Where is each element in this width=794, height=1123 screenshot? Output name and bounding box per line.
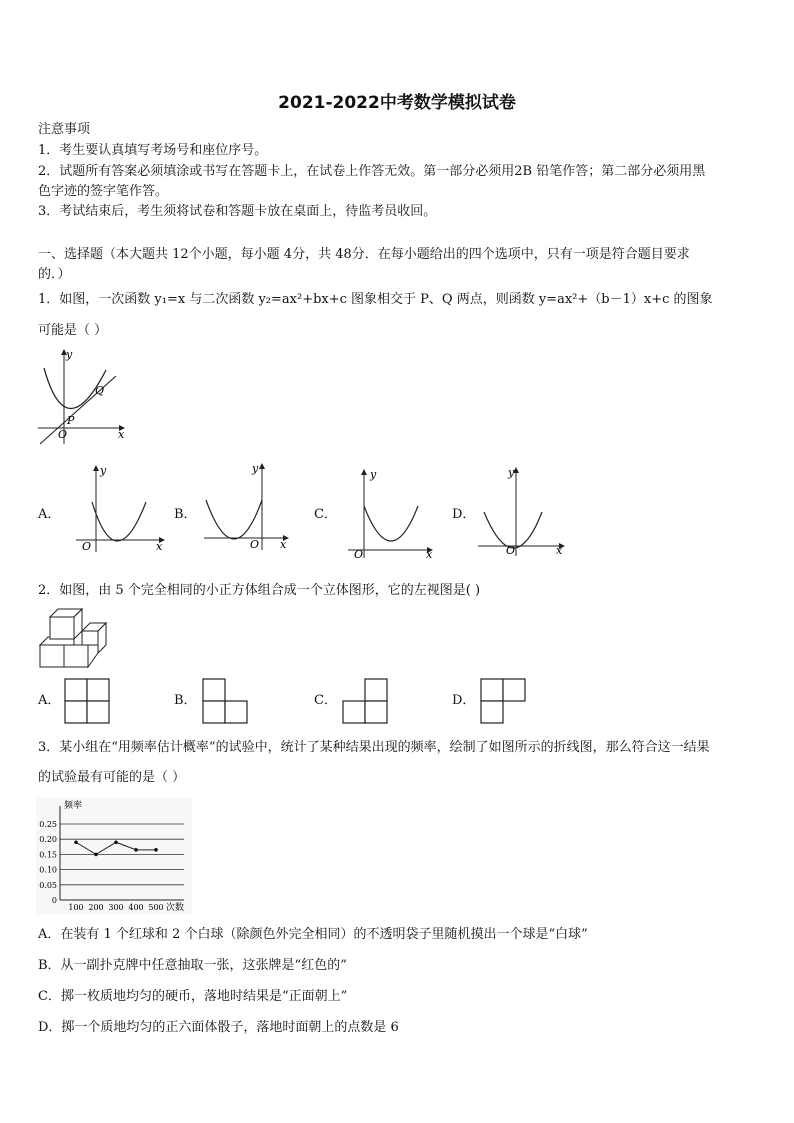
x-tick-label: 500 <box>148 903 164 912</box>
origin-label: O <box>354 548 364 561</box>
origin-label: O <box>82 540 92 553</box>
data-point <box>154 848 158 852</box>
x-tick-label: 300 <box>108 903 124 912</box>
q2-option-c-label[interactable]: C． <box>314 693 337 708</box>
x-axis-label: x <box>426 548 433 561</box>
q1-option-c-label[interactable]: C． <box>314 507 337 522</box>
y-tick-label: 0.05 <box>39 880 57 890</box>
q2-option-c-view[interactable] <box>342 678 390 724</box>
x-axis-label: x <box>280 538 287 551</box>
y-axis-label: y <box>508 466 515 479</box>
q3-option-a[interactable]: A．在装有 1 个红球和 2 个白球（除颜色外完全相同）的不透明袋子里随机摸出一个球是“白球” <box>38 927 588 942</box>
point-p-label: P <box>67 414 75 427</box>
q3-option-b[interactable]: B．从一副扑克牌中任意抽取一张，这张牌是“红色的” <box>38 958 347 973</box>
origin-label: O <box>250 538 260 551</box>
y-axis-label: y <box>252 462 259 475</box>
q2-option-d-view[interactable] <box>480 678 528 724</box>
y-tick-label: 0.10 <box>39 865 57 875</box>
data-point <box>74 840 78 844</box>
origin-label: O <box>58 428 68 441</box>
y-tick-label: 0.15 <box>39 850 57 860</box>
q2-text: 2．如图，由 5 个完全相同的小正方体组合成一个立体图形，它的左视图是( ) <box>38 583 481 598</box>
note-item: 1．考生要认真填写考场号和座位序号。 <box>38 143 268 158</box>
y-tick-label: 0 <box>51 896 57 905</box>
chart-ylabel: 频率 <box>64 801 83 811</box>
q1-text: 1．如图，一次函数 y₁=x 与二次函数 y₂=ax²+bx+c 图象相交于 P、Q 两点，则函数 y=ax²+（b－1）x+c 的图象 <box>38 292 713 307</box>
note-item: 3．考试结束后，考生须将试卷和答题卡放在桌面上，待监考员收回。 <box>38 204 437 219</box>
point-q-label: Q <box>95 384 105 397</box>
y-axis-label: y <box>370 468 377 481</box>
q2-option-d-label[interactable]: D． <box>452 693 476 708</box>
y-tick-label: 0.20 <box>39 835 57 845</box>
q1-option-c-graph[interactable] <box>346 466 441 560</box>
frequency-line-chart <box>36 798 192 914</box>
x-axis-label: x <box>118 428 125 441</box>
origin-label: O <box>506 544 516 557</box>
note-item: 色字迹的签字笔作答。 <box>38 184 169 199</box>
data-point <box>94 853 98 857</box>
y-tick-label: 0.25 <box>39 820 57 829</box>
notes-heading: 注意事项 <box>38 122 91 137</box>
x-tick-label: 200 <box>88 903 104 912</box>
x-axis-label: x <box>156 540 163 553</box>
data-point <box>114 840 118 844</box>
q2-cubes-figure <box>38 607 110 669</box>
data-point <box>134 848 138 852</box>
q3-option-d[interactable]: D．掷一个质地均匀的正六面体骰子，落地时面朝上的点数是 6 <box>38 1020 399 1035</box>
q1-option-b-label[interactable]: B． <box>174 507 197 522</box>
q1-option-b-graph[interactable] <box>202 460 297 552</box>
q1-option-d-graph[interactable] <box>476 464 571 558</box>
q2-option-b-view[interactable] <box>202 678 250 724</box>
q3-text: 3．某小组在“用频率估计概率”的试验中，统计了某种结果出现的频率，绘制了如图所示的折线图，那么符合这一结果 <box>38 740 710 755</box>
q1-text-cont: 可能是（ ） <box>38 323 108 338</box>
q2-option-a-view[interactable] <box>64 678 112 724</box>
q1-option-a-label[interactable]: A． <box>38 507 61 522</box>
note-item: 2．试题所有答案必须填涂或书写在答题卡上，在试卷上作答无效。第一部分必须用2B 铅笔作答；第二部分必须用黑 <box>38 164 706 179</box>
page-title: 2021-2022中考数学模拟试卷 <box>278 93 516 113</box>
q2-option-b-label[interactable]: B． <box>174 693 197 708</box>
q1-option-a-graph[interactable] <box>74 462 169 554</box>
q1-option-d-label[interactable]: D． <box>452 507 476 522</box>
y-axis-label: y <box>100 464 107 477</box>
q3-option-c[interactable]: C．掷一枚质地均匀的硬币，落地时结果是“正面朝上” <box>38 989 348 1004</box>
chart-xlabel: 次数 <box>166 903 185 913</box>
y-axis-label: y <box>66 348 73 361</box>
q3-text-cont: 的试验最有可能的是（ ） <box>38 770 186 785</box>
section-heading: 一、选择题（本大题共 12个小题，每小题 4分，共 48分．在每小题给出的四个选项中，只有一项是符合题目要求 <box>38 247 690 262</box>
q1-figure <box>36 348 136 448</box>
x-tick-label: 400 <box>128 903 144 912</box>
q2-option-a-label[interactable]: A． <box>38 693 61 708</box>
x-axis-label: x <box>556 544 563 557</box>
x-tick-label: 100 <box>68 903 84 912</box>
section-heading-cont: 的．） <box>38 267 71 282</box>
